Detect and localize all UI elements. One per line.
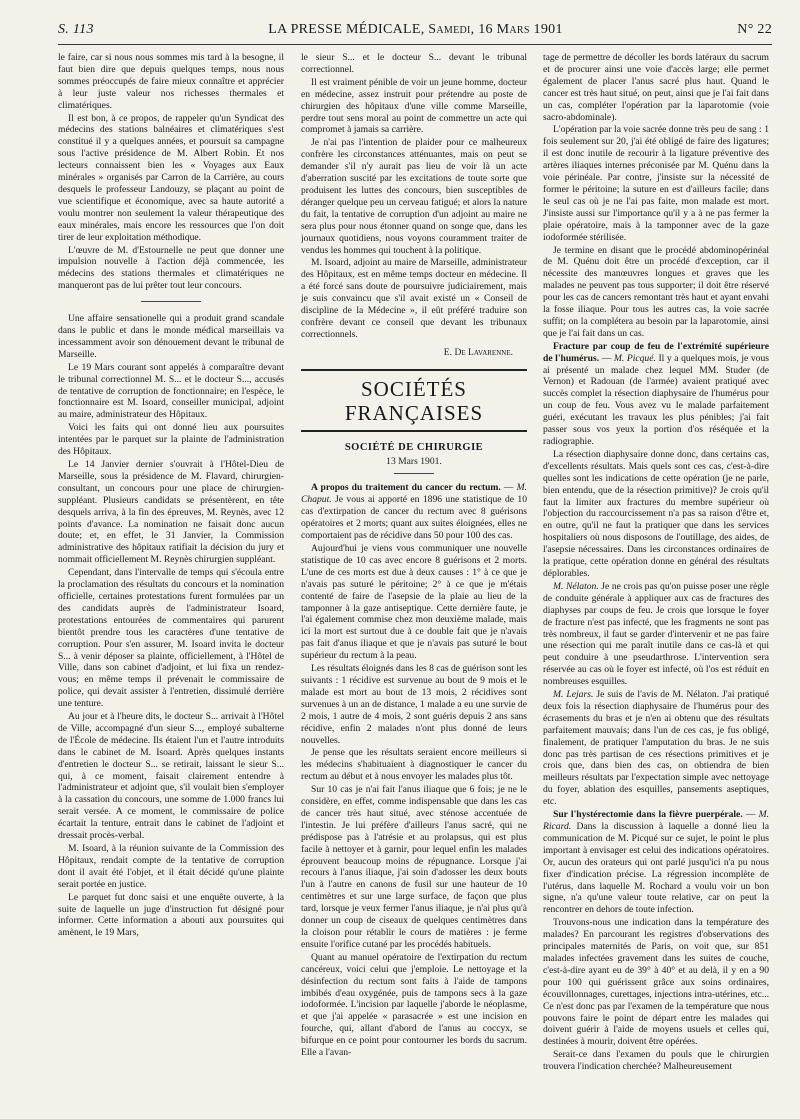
paragraph: Je pense que les résultats seraient encore meilleurs si les médecins s'habituaient à diagnostiquer le cancer du rectum au début et à nous envoyer les malades plus tôt.: [301, 747, 527, 783]
speaker-name: M. Chaput.: [301, 482, 527, 506]
speaker-name: M. Nélaton.: [553, 580, 599, 592]
article-heading: Sur l'hystérectomie dans la fièvre puerpérale.: [553, 809, 743, 821]
paragraph: Une affaire sensationelle qui a produit grand scandale dans le public et dans le monde médical marseillais va incessamment avoir son dénouement devant le tribunal de Marseille.: [58, 313, 284, 360]
paragraph: le faire, car si nous nous sommes mis tard à la besogne, il faut bien dire que depuis quelques temps, nous nous sommes préoccupés de faire mieux connaître et apprécier à leur juste valeur nos richesses thermales et climatériques.: [58, 52, 284, 111]
paragraph: Il est bon, à ce propos, de rappeler qu'un Syndicat des médecins des stations balnéaires et climatériques s'est constitué il y a quelques années, et poursuit sa campagne sous l'active présidence de M. Albert Robin. Et nos lecteurs connaissent bien les « Voyages aux Eaux minérales » organisés par Carron de la Carrière, au cours desquels le professeur Landouzy, se plaçant au point de vue scientifique et économique, avec sa haute autorité a voulu montrer non seulement la valeur thérapeutique des eaux minérales, mais encore les ressources que l'on doit tirer de leur exploitation méthodique.: [58, 112, 284, 243]
paragraph: Serait-ce dans l'examen du pouls que le chirurgien trouvera l'indication cherchée? Malheureusement: [543, 1049, 769, 1073]
page-number: S. 113: [58, 22, 94, 37]
separator: [141, 301, 201, 302]
paragraph: Voici les faits qui ont donné lieu aux poursuites intentées par le parquet sur la plainte de l'administration des Hôpitaux.: [58, 422, 284, 458]
paragraph: tage de permettre de décoller les bords latéraux du sacrum et de procurer ainsi une voie d'accès large; elle permet également de placer l'anus sacré plus haut. Quand le cancer est très haut situé, on peut, ainsi que je l'ai fait dans un cas, compléter l'opération par la laparotomie (voie sacro-abdominale).: [543, 52, 769, 123]
column-1: [58, 52, 284, 1112]
article-heading: A propos du traitement du cancer du rectum.: [311, 482, 501, 494]
paragraph: L'œuvre de M. d'Estournelle ne peut que donner une impulsion nouvelle à l'action déjà commencée, les médecins des stations thermales et climatériques ne manqueront pas de lui prêter tout leur concours.: [58, 244, 284, 292]
paragraph: Je termine en disant que le procédé abdominopérinéal de M. Quénu doit être un procédé d'exception, car il nécessite des manœuvres longues et graves que les malades ne peuvent pas tous supporter; il doit être réservé pour les cas de cancers remontant très haut et ayant envahi la fosse iliaque. Pour tous les autres cas, la voie sacrée suffit; on la complétera au besoin par la laparotomie, ainsi que je l'ai fait dans un cas.: [543, 244, 769, 339]
paragraph: La résection diaphysaire donne donc, dans certains cas, d'excellents résultats. Mais quels sont ces cas, c'est-à-dire quelles sont les indications de cette opération (je ne parle, bien entendu, que de la résection primitive)? Je crois qu'il faut la limiter aux fractures du membre supérieur où l'objection du raccourcissement n'a pas sa raison d'être et, en outre, qu'il ne faut la pratiquer que dans les services hospitaliers où nous disposons de l'outillage, des aides, de l'asepsie nécessaires. Dans les circonstances ordinaires de la pratique, cette opération donne en général des résultats déplorables.: [543, 448, 769, 579]
paragraph: Le 14 Janvier dernier s'ouvrait à l'Hôtel-Dieu de Marseille, sous la présidence de M. Flavard, chirurgien-consultant, un concours pour une place de chirurgien-suppléant. Plusieurs candidats se présentèrent, en tête desquels arriva, à la fin des épreuves, M. Reynès, avec 12 points d'avance. La nomination ne faisait donc aucun doute; et, en effet, le 31 Janvier, la Commission administrative des hôpitaux ratifiait la décision du jury et nommait officiellement M. Reynès chirurgien suppléant.: [58, 459, 284, 566]
page-header: [58, 22, 772, 38]
paragraph: M. Isoard, adjoint au maire de Marseille, administrateur des Hôpitaux, est en même temps docteur en médecine. Il a été forcé sans doute de poursuivre judiciairement, mais je suis convaincu que s'il avait existé un « Conseil de discipline de la Médecine », il eût préféré traduire son confrère devant ce conseil que devant les tribunaux correctionnels.: [301, 257, 527, 340]
speaker-name: M. Ricard.: [543, 809, 769, 832]
paragraph: M. Nélaton. Je ne crois pas qu'on puisse poser une règle de conduite générale à appliquer aux cas de fractures des diaphyses par coups de feu. Je crois que lorsque le foyer de fracture n'est pas infecté, que les fragments ne sont pas très nombreux, il faut se garder d'intervenir et ne pas faire une résection qui me paraît inutile dans ce cas-là et qui peut conduire à une pseudarthrose. L'intervention sera réservée au cas où le foyer est infecté, où l'os est réduit en nombreuses esquilles.: [543, 580, 769, 688]
society-heading: SOCIÉTÉ DE CHIRURGIE: [344, 441, 484, 453]
paragraph: Trouvons-nous une indication dans la température des malades? En parcourant les registres d'observations des principales maternités de Paris, on voit que, sur 851 malades infectées gravement dans les suites de couche, c'est-à-dire ayant eu de 39° à 40° et au delà, il y en a 90 pour 100 qui guérissent grâce aux soins ordinaires, écouvillonnages, curettages, injections intra-utérines, etc... Ce n'est donc pas par l'examen de la température que nous pouvons faire le point de départ entre les malades qui doivent guérir à l'aide de moyens usuels et celles qui, destinées à mourir, doivent être opérées.: [543, 917, 769, 1048]
signature: E. De Lavarenne.: [443, 346, 513, 358]
paragraph: A propos du traitement du cancer du rectum. — M. Chaput. Je vous ai apporté en 1896 une statistique de 10 cas d'extirpation de cancer du rectum avec 8 guérisons opératoires et 2 morts; quant aux suites éloignées, elles ne comportaient pas de récidive dans 50 pour 100 des cas.: [301, 482, 527, 542]
paragraph: Quant au manuel opératoire de l'extirpation du rectum cancéreux, voici celui que j'emploie. Le nettoyage et la désinfection du rectum sont faits à l'aide de tampons imbibés d'eau oxygénée, puis de tampons secs à la gaze iodoformée. L'incision par laquelle j'aborde le néoplasme, et que j'ai appelée « parasacrée » est une incision en fourche, qui, allant d'abord de l'anus au coccyx, se bifurque en ce point pour contourner les bords du sacrum. Elle a l'avan-: [301, 951, 527, 1059]
header-rule: [58, 44, 772, 45]
paragraph: Fracture par coup de feu de l'extrémité supérieure de l'humérus. — M. Picqué. Il y a quelques mois, je vous ai présenté un malade chez lequel MM. Studer (de Vernon) et Radouan (de l'armée) avaient pratiqué avec succès complet la résection diaphysaire de l'humérus pour un coup de feu. Vous avez vu le malade parfaitement guéri, exécutant les travaux les plus pénibles; j'ai fait passer sous vos yeux la portion d'os réséquée et la radiographie.: [543, 340, 769, 447]
paragraph: Sur l'hystérectomie dans la fièvre puerpérale. — M. Ricard. Dans la discussion à laquelle a donné lieu la communication de M. Picqué sur ce sujet, le point le plus important à envisager est celui des indications opératoires. Or, aucun des orateurs qui ont parlé jusqu'ici n'a pu nous fixer d'indication précise. La régression incomplète de l'utérus, dans laquelle M. Rochard a voulu voir un bon signe, n'a qu'une valeur toute relative, car on peut la rencontrer en dehors de toute infection.: [543, 809, 769, 916]
paragraph: Au jour et à l'heure dits, le docteur S... arrivait à l'Hôtel de Ville, accompagné d'un sieur S..., employé subalterne de l'École de médecine. Ils étaient l'un et l'autre introduits dans le cabinet de M. Isoard. Après quelques instants d'entretien le docteur S... se retirait, laissant le sieur S... qui, à ce moment, faisait clairement entendre à l'administrateur et adjoint que, s'il voulait bien s'employer à la cassation du concours, une somme de 1.000 francs lui serait versée. A ce moment, le commissaire de police écartait la tenture, entrait dans le cabinet de l'adjoint et dressait procès-verbal.: [58, 711, 284, 842]
issue-number: N° 22: [737, 22, 772, 37]
paragraph: M. Isoard, à la réunion suivante de la Commission des Hôpitaux, rendait compte de la tentative de corruption dont il avait été l'objet, et il était décidé qu'une plainte serait portée en justice.: [58, 843, 284, 890]
paragraph: Cependant, dans l'intervalle de temps qui s'écoula entre la proclamation des résultats du concours et la nomination officielle, certaines protestations furent formulées par un des candidats auprès de l'administrateur Isoard, protestations entourées de commentaires qui parurent bientôt prendre tous les caractères d'une tentative de corruption. Pour s'en assurer, M. Isoard invita le docteur S... à venir déposer sa plainte, officiellement, à l'Hôtel de Ville, dans son cabinet d'adjoint, et lui fixa un rendez-vous; en même temps il prévenait le commissaire de police, qui devait assister à l'entretien, dissimulé derrière une tenture.: [58, 567, 284, 710]
paragraph: Aujourd'hui je viens vous communiquer une nouvelle statistique de 10 cas avec encore 8 guérisons et 2 morts. L'une de ces morts est due à deux causes : 1° à ce que je n'avais pas suturé le péritoine; 2° à ce que je m'étais contenté de faire de l'asepsie de la plaie au lieu de la tamponner à la gaze antiseptique. Cette dernière faute, je l'ai également commise chez mon deuxième malade, mais ici la mort est surtout due à ce double fait que je n'avais pas fait d'anus iliaque et que je n'avais pas suturé le bout supérieur du rectum à la peau.: [301, 543, 527, 662]
paragraph: L'opération par la voie sacrée donne très peu de sang : 1 fois seulement sur 20, j'ai été obligé de faire des ligatures; il est donc inutile de recourir à la ligature préventive des artères iliaques internes préconisée par M. Quénu dans la voie périnéale. Par contre, j'insiste sur la nécessité de former le péritoine; la suture en est d'ailleurs facile; dans le seul cas où je ne l'ai pas faite, mon malade est mort. J'insiste aussi sur l'importance qu'il y a à ne pas fermer la plaie opératoire, mais à la tamponner avec de la gaze iodoformée stérilisée.: [543, 124, 769, 243]
speaker-name: M. Lejars.: [553, 689, 594, 701]
speaker-name: M. Picqué.: [613, 352, 656, 364]
paragraph: Il est vraiment pénible de voir un jeune homme, docteur en médecine, assez instruit pour prétendre au poste de chirurgien des hôpitaux d'une ville comme Marseille, perdre tout sens moral au point de commettre un acte qui compromet à jamais sa carrière.: [301, 76, 527, 136]
column-3: [543, 52, 769, 1112]
paragraph: Les résultats éloignés dans les 8 cas de guérison sont les suivants : 1 récidive est survenue au bout de 9 mois et le malade est mort au bout de 13 mois, 2 récidives sont survenues à un an de distance, 1 malade a eu une survie de 2 mois, 1 autre de 4 mois, 2 sont guéris depuis 2 ans sans récidive, enfin 2 malades n'ont plus donné de leurs nouvelles.: [301, 663, 527, 746]
section-title: SOCIÉTÉS FRANÇAISES: [301, 369, 527, 432]
paragraph: le sieur S... et le docteur S... devant le tribunal correctionnel.: [301, 52, 527, 75]
journal-title: LA PRESSE MÉDICALE, Samedi, 16 Mars 1901: [268, 22, 563, 37]
paragraph: Sur 10 cas je n'ai fait l'anus iliaque que 6 fois; je ne le considère, en effet, comme indispensable que dans les cas de cancer très haut situé, avec sténose accentuée de l'intestin. Je lui préfère d'ailleurs l'anus sacré, qui ne prédispose pas à l'atrésie et au prolapsus, qui est plus facile à nettoyer et à garnir, pour lequel enfin les malades éprouvent beaucoup moins de répugnance. Lorsque j'ai recours à l'anus iliaque, j'ai soin d'adosser les deux bouts l'un à l'autre en canons de fusil sur une hauteur de 10 centimètres et sur une large surface, de façon que plus tard, lorsque je veux fermer l'anus iliaque, je n'ai plus qu'à donner un coup de ciseaux de quelques centimètres dans la cloison pour rétablir le cours de matières : je ferme ensuite l'orifice cutané par les procédés habituels.: [301, 784, 527, 950]
session-date: 13 Mars 1901.: [301, 456, 527, 475]
paragraph: Le parquet fut donc saisi et une enquête ouverte, à la suite de laquelle un juge d'instruction fut désigné pour informer. Cette information a abouti aux poursuites qui amènent, le 19 Mars,: [58, 891, 284, 939]
paragraph: Je n'ai pas l'intention de plaider pour ce malheureux confrère les circonstances atténuantes, mais on peut se demander s'il n'y aurait pas lieu de voir là un acte d'aberration suscité par les excitations de toute sorte que produisent les luttes des concours, bien susceptibles de déranger quelque peu un cerveau fatigué; et alors la nature du fait, la tentative de corruption d'un adjoint au maire ne sera plus pour nous étonner quand on songe que, dans les journaux quotidiens, nous voyons couramment traiter de vendus les hommes qui touchent à la politique.: [301, 137, 527, 256]
paragraph: Le 19 Mars courant sont appelés à comparaître devant le tribunal correctionnel M. S... et le docteur S..., accusés de tentative de corruption de fonctionnaire; en l'espèce, le fonctionnaire est M. Isoard, conseiller municipal, adjoint au maire, administrateur des Hôpitaux.: [58, 361, 284, 421]
article-heading: Fracture par coup de feu de l'extrémité supérieure de l'humérus.: [543, 340, 769, 364]
column-2: [301, 52, 527, 1112]
paragraph: M. Lejars. Je suis de l'avis de M. Nélaton. J'ai pratiqué deux fois la résection diaphysaire de l'humérus pour des écrasements du bras et je n'en ai obtenu que des résultats parfaitement mauvais; dans l'un de ces cas, je fus obligé, finalement, de pratiquer l'amputation du bras. Je ne suis donc pas très partisan de ces résections primitives et je crois que, dans bien des cas, on obtiendra de bien meilleurs résultats par l'expectation simple avec nettoyage du foyer, ablation des esquilles, pansements aseptiques, etc.: [543, 689, 769, 808]
